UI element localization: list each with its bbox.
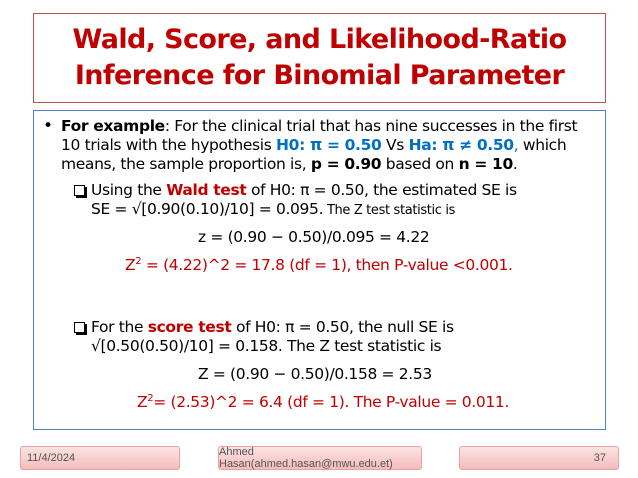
intro-text-3: means, the sample proportion is,	[61, 155, 311, 173]
wald-line-1	[74, 181, 517, 200]
for-example-label: For example	[61, 117, 165, 135]
wald-using-text: Using the	[91, 181, 167, 199]
intro-period: .	[512, 155, 518, 173]
bullet-icon: •	[43, 116, 53, 136]
wald-se-formula: SE = √[0.90(0.10)/10] = 0.095.	[91, 200, 324, 218]
score-z2-text: = (2.53)^2 = 6.4 (df = 1). The P-value = 0.011.	[153, 393, 509, 411]
wald-z2-exponent: 2	[135, 255, 142, 267]
intro-text-1: : For the clinical trial that has nine successes in the first	[164, 117, 578, 135]
checkbox-bullet-icon	[74, 322, 85, 333]
score-test-label: score test	[147, 318, 232, 336]
score-z2-exponent: 2	[147, 392, 154, 404]
wald-z2-text: = (4.22)^2 = 17.8 (df = 1), then P-value <0.001.	[141, 256, 513, 274]
sample-size: n = 10	[458, 155, 513, 173]
intro-text-2: 10 trials with the hypothesis	[61, 136, 277, 154]
wald-z-note: The Z test statistic is	[323, 203, 456, 218]
score-z-equation: Z = (0.90 − 0.50)/0.158 = 2.53	[198, 365, 432, 383]
which-text: which	[518, 136, 567, 154]
hypothesis-comma: ,	[513, 136, 519, 154]
checkbox-bullet-icon	[74, 185, 85, 196]
wald-test-label: Wald test	[166, 181, 247, 199]
null-hypothesis: H0: π = 0.50	[276, 136, 382, 154]
score-z2-symbol: Z	[137, 393, 148, 411]
based-on-text: based on	[381, 155, 459, 173]
wald-z2-symbol: Z	[125, 256, 136, 274]
score-line-1	[74, 318, 454, 337]
wald-text-1: of H0: π = 0.50, the estimated SE is	[246, 181, 517, 199]
score-for-text: For the	[91, 318, 148, 336]
footer-author: Ahmed Hasan(ahmed.hasan@mwu.edu.et)	[218, 446, 422, 470]
slide-title-box	[33, 13, 606, 103]
wald-line-2	[91, 200, 455, 220]
alternative-hypothesis: Ha: π ≠ 0.50	[408, 136, 514, 154]
intro-line-2	[61, 136, 566, 155]
score-text-1: of H0: π = 0.50, the null SE is	[231, 318, 454, 336]
wald-z2-equation	[125, 256, 513, 275]
score-z2-equation	[137, 393, 509, 412]
sample-proportion: p = 0.90	[310, 155, 382, 173]
slide-title-line-1: Wald, Score, and Likelihood-Ratio	[72, 24, 567, 55]
score-se-formula: √[0.50(0.50)/10] = 0.158. The Z test statistic is	[91, 337, 442, 355]
footer-date: 11/4/2024	[20, 446, 180, 470]
wald-z-equation: z = (0.90 − 0.50)/0.095 = 4.22	[198, 228, 430, 246]
slide-title-line-2: Inference for Binomial Parameter	[74, 60, 565, 91]
intro-line-1	[61, 117, 577, 136]
intro-line-3	[61, 155, 517, 174]
versus-text: Vs	[381, 136, 409, 154]
footer-page-number: 37	[459, 446, 619, 470]
